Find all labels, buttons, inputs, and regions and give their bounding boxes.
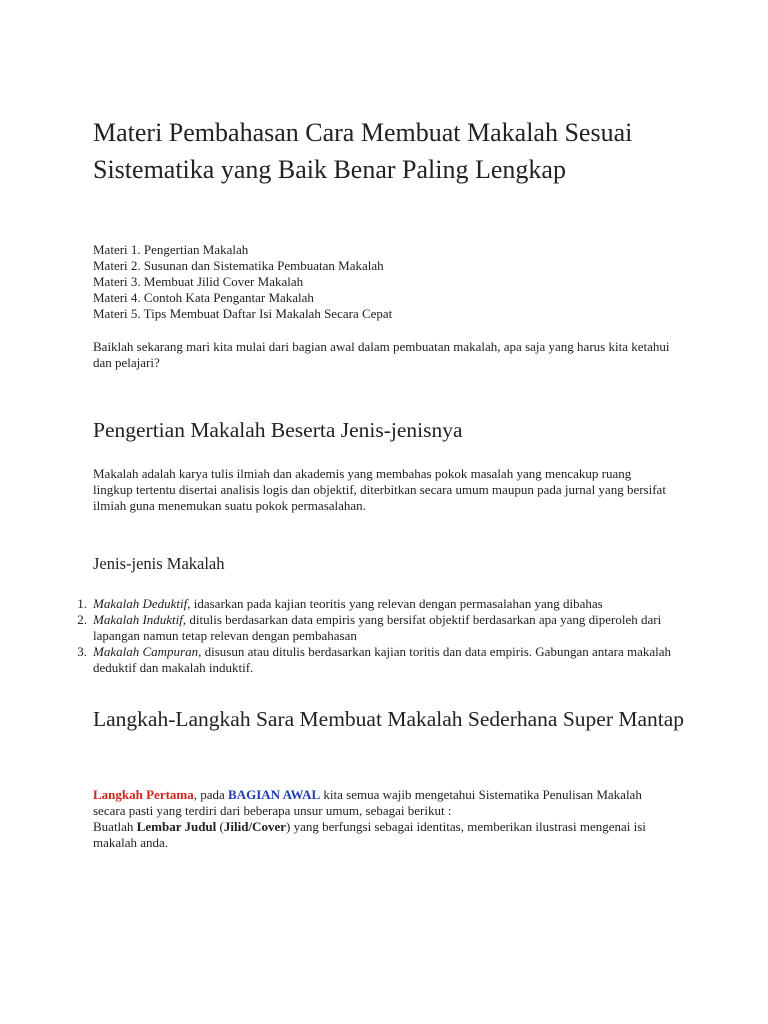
list-desc: , disusun atau ditulis berdasarkan kajian toritis dan data empiris. Gabungan antara makalah deduktif dan makalah induktif. [93,644,672,675]
list-number: 1. [77,596,87,611]
langkah-pertama-label: Langkah Pertama [93,787,194,802]
text-run: Buatlah [93,819,137,834]
jilid-cover-label: Jilid/Cover [223,819,286,834]
list-term: Makalah Campuran [93,644,199,659]
text-run: ( [216,819,224,834]
jenis-makalah-list [77,596,683,676]
materi-list [93,242,693,322]
intro-paragraph: Baiklah sekarang mari kita mulai dari bagian awal dalam pembuatan makalah, apa saja yang harus kita ketahui dan pelajari? [93,339,670,370]
page-title: Materi Pembahasan Cara Membuat Makalah Sesuai Sistematika yang Baik Benar Paling Lengkap [93,118,633,184]
list-item [77,596,683,612]
langkah-paragraph [93,787,673,851]
section-heading-jenis: Jenis-jenis Makalah [93,554,225,573]
list-item [77,644,683,676]
section-heading-langkah: Langkah-Langkah Sara Membuat Makalah Sederhana Super Mantap [93,707,685,731]
materi-item: Materi 4. Contoh Kata Pengantar Makalah [93,290,314,305]
text-run: ) yang berfungsi sebagai identitas, memberikan ilustrasi mengenai isi makalah anda. [93,819,646,850]
list-term: Makalah Induktif [93,612,183,627]
materi-item: Materi 5. Tips Membuat Daftar Isi Makalah Secara Cepat [93,306,393,321]
text-run: , pada [193,787,229,802]
materi-item: Materi 1. Pengertian Makalah [93,242,249,257]
list-number: 3. [77,644,87,659]
list-term: Makalah Deduktif [93,596,188,611]
pengertian-paragraph: Makalah adalah karya tulis ilmiah dan akademis yang membahas pokok masalah yang mencakup ruang lingkup tertentu disertai analisis logis dan objektif, diterbitkan secara umum maupun pada jurnal yang bersifat ilmiah guna menemukan suatu pokok permasalahan. [93,466,666,513]
list-item [77,612,683,644]
text-run: kita semua wajib mengetahui Sistematika Penulisan Makalah secara pasti yang terdiri dari beberapa unsur umum, sebagai berikut : [93,787,642,818]
lembar-judul-label: Lembar Judul [136,819,217,834]
section-heading-pengertian: Pengertian Makalah Beserta Jenis-jenisnya [93,418,463,442]
list-desc: , ditulis berdasarkan data empiris yang bersifat objektif berdasarkan apa yang diperoleh dari lapangan namun tetap relevan dengan pembahasan [93,612,662,643]
list-desc: , idasarkan pada kajian teoritis yang relevan dengan permasalahan yang dibahas [187,596,603,611]
materi-item: Materi 2. Susunan dan Sistematika Pembuatan Makalah [93,258,384,273]
list-number: 2. [77,612,87,627]
materi-item: Materi 3. Membuat Jilid Cover Makalah [93,274,304,289]
bagian-awal-label: BAGIAN AWAL [228,787,321,802]
